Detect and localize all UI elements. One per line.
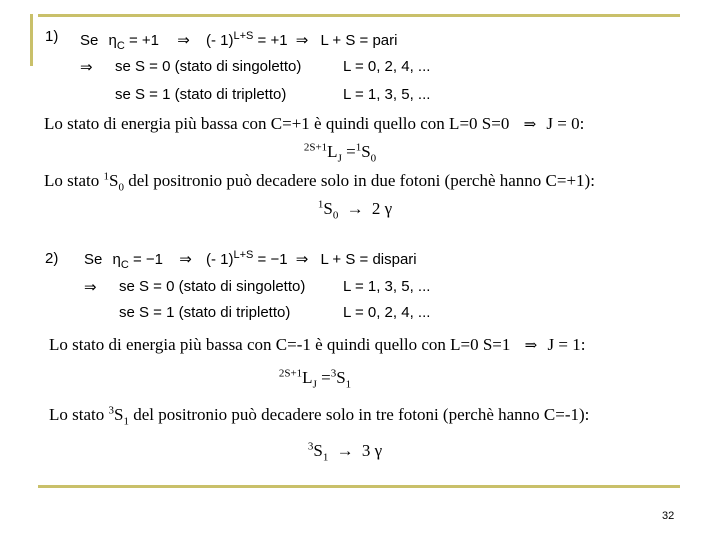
parity-term: (- 1)$^{L+S}$ bbox=[205, 249, 254, 268]
decay-line-2: Lo stato $^3S_1$ del positronio può decadere solo in tre fotoni (perchè hanno C=-1): bbox=[49, 404, 590, 428]
term-symbol-2: $^{2S+1}L_J =^3S_1$ bbox=[278, 367, 352, 391]
decay-formula-2: $^3S_1 \to 3$ γ bbox=[307, 440, 383, 464]
parity-value: = +1 bbox=[257, 32, 288, 49]
parity-term: (- 1)$^{L+S}$ bbox=[205, 30, 254, 49]
ls-result: L + S = pari bbox=[320, 32, 398, 49]
case2-row1 bbox=[84, 249, 417, 271]
triplet-condition: se S = 1 (stato di tripletto) bbox=[115, 86, 287, 103]
se-label: Se bbox=[80, 32, 99, 49]
lowest-energy-line-2: Lo stato di energia più bassa con C=-1 è quindi quello con L=0 S=1 ⇒ J = 1: bbox=[49, 335, 586, 354]
implies-arrow: ⇒ bbox=[179, 251, 192, 268]
ls-result: L + S = dispari bbox=[320, 251, 417, 268]
lowest-energy-line-1: Lo stato di energia più bassa con C=+1 è quindi quello con L=0 S=0 ⇒ J = 0: bbox=[44, 114, 585, 133]
implies-arrow: ⇒ bbox=[295, 32, 309, 49]
bottom-rule bbox=[38, 485, 680, 488]
case1-row1 bbox=[80, 30, 398, 52]
triplet-l-values: L = 1, 3, 5, ... bbox=[343, 86, 431, 103]
singlet-condition: se S = 0 (stato di singoletto) bbox=[119, 278, 306, 295]
triplet-l-values: L = 0, 2, 4, ... bbox=[343, 304, 431, 321]
implies-arrow-row2: ⇒ bbox=[80, 59, 93, 76]
page-number: 32 bbox=[662, 510, 675, 522]
parity-value: = −1 bbox=[257, 251, 288, 268]
singlet-l-values: L = 1, 3, 5, ... bbox=[343, 278, 431, 295]
decay-formula-1: $^1S_0 \to 2$ γ bbox=[317, 198, 393, 222]
implies-arrow: ⇒ bbox=[295, 251, 309, 268]
decay-line-1: Lo stato $^1S_0$ del positronio può decadere solo in due fotoni (perchè hanno C=+1): bbox=[44, 170, 595, 194]
singlet-condition: se S = 0 (stato di singoletto) bbox=[115, 58, 302, 75]
se-label: Se bbox=[84, 251, 103, 268]
left-rule bbox=[30, 14, 33, 66]
eta-value: = −1 bbox=[133, 251, 164, 268]
eta-value: = +1 bbox=[129, 32, 160, 49]
top-rule bbox=[38, 14, 680, 17]
eta-symbol: $\eta_C$ bbox=[108, 32, 125, 52]
eta-symbol: $\eta_C$ bbox=[112, 251, 129, 271]
singlet-l-values: L = 0, 2, 4, ... bbox=[343, 58, 431, 75]
implies-arrow: ⇒ bbox=[177, 32, 190, 49]
case-number-1: 1) bbox=[45, 28, 59, 45]
term-symbol-1: $^{2S+1}L_J =^1S_0$ bbox=[303, 141, 377, 165]
implies-arrow-row2: ⇒ bbox=[84, 279, 97, 296]
case-number-2: 2) bbox=[45, 250, 59, 267]
triplet-condition: se S = 1 (stato di tripletto) bbox=[119, 304, 291, 321]
